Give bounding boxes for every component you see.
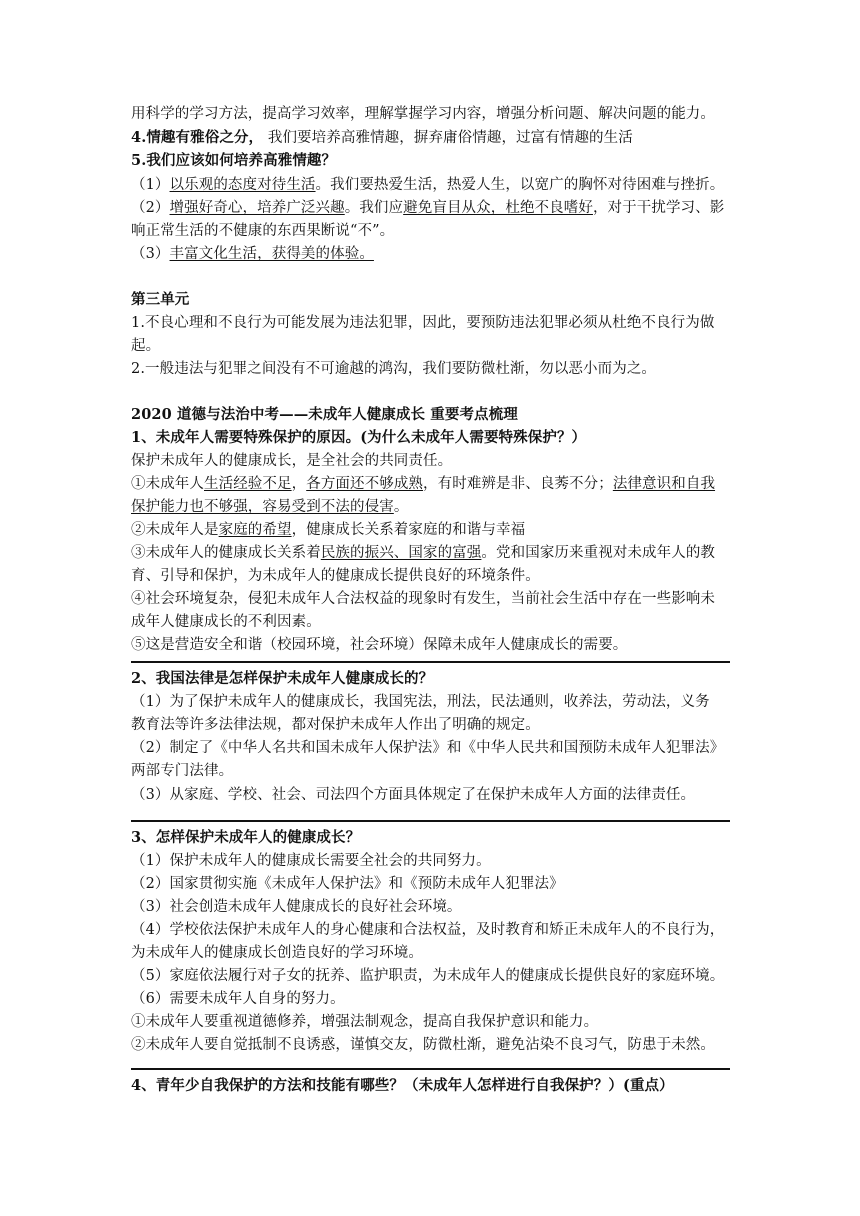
answer-line: （6）需要未成年人自身的努力。 — [131, 991, 345, 1007]
answer-line: 教育法等许多法律法规，都对保护未成年人作出了明确的规定。 — [131, 717, 540, 733]
answer-line: （3）丰富文化生活，获得美的体验。 — [131, 246, 374, 262]
answer-line: 保护能力也不够强，容易受到不法的侵害。 — [131, 499, 409, 515]
answer-line: （4）学校依法保护未成年人的身心健康和合法权益，及时教育和矫正未成年人的不良行为， — [131, 922, 725, 938]
answer-line: ④社会环境复杂，侵犯未成年人合法权益的现象时有发生，当前社会生活中存在一些影响未 — [131, 591, 715, 607]
answer-line: 响正常生活的不健康的东西果断说“不”。 — [131, 223, 395, 239]
paragraph-line: 4.情趣有雅俗之分， 我们要培养高雅情趣，摒弃庸俗情趣，过富有情趣的生活 — [131, 129, 633, 146]
answer-line: ⑤这是营造安全和谐（校园环境，社会环境）保障未成年人健康成长的需要。 — [131, 637, 628, 653]
answer-line: 两部专门法律。 — [131, 763, 234, 779]
answer-line: （2）增强好奇心，培养广泛兴趣。我们应避免盲目从众，杜绝不良嗜好，对于干扰学习、影 — [131, 200, 725, 216]
section-divider — [131, 820, 730, 822]
paragraph-line: 保护未成年人的健康成长，是全社会的共同责任。 — [131, 453, 453, 469]
answer-line: （2）制定了《中华人名共和国未成年人保护法》和《中华人民共和国预防未成年人犯罪法》 — [131, 740, 725, 756]
answer-line: （1）为了保护未成年人的健康成长，我国宪法，刑法，民法通则，收养法，劳动法，义务 — [131, 694, 710, 710]
question-heading: 4、青年少自我保护的方法和技能有哪些？（未成年人怎样进行自我保护？）(重点） — [131, 1077, 674, 1094]
paragraph-line: 1.不良心理和不良行为可能发展为违法犯罪，因此，要预防违法犯罪必须从杜绝不良行为做 — [131, 315, 715, 331]
paragraph-line: 2.一般违法与犯罪之间没有不可逾越的鸿沟，我们要防微杜渐，勿以恶小而为之。 — [131, 361, 657, 377]
answer-line: 育、引导和保护，为未成年人的健康成长提供良好的环境条件。 — [131, 568, 540, 584]
answer-line: ②未成年人要自觉抵制不良诱惑，谨慎交友，防微杜渐，避免沾染不良习气，防患于未然。 — [131, 1037, 715, 1053]
answer-line: （5）家庭依法履行对子女的抚养、监护职责，为未成年人的健康成长提供良好的家庭环境。 — [131, 968, 725, 984]
section-divider — [131, 1068, 730, 1070]
question-heading: 2、我国法律是怎样保护未成年人健康成长的？ — [131, 670, 434, 687]
answer-line: （2）国家贯彻实施《未成年人保护法》和《预防未成年人犯罪法》 — [131, 876, 564, 892]
answer-line: 成年人健康成长的不利因素。 — [131, 614, 321, 630]
answer-line: （3）从家庭、学校、社会、司法四个方面具体规定了在保护未成年人方面的法律责任。 — [131, 787, 696, 803]
answer-line: 为未成年人的健康成长创造良好的学习环境。 — [131, 945, 423, 961]
document-title: 2020 道德与法治中考——未成年人健康成长 重要考点梳理 — [131, 406, 518, 423]
question-heading: 1、未成年人需要特殊保护的原因。(为什么未成年人需要特殊保护？） — [131, 429, 587, 446]
answer-line: （1）保护未成年人的健康成长需要全社会的共同努力。 — [131, 853, 491, 869]
bold-lead: 4.情趣有雅俗之分， — [131, 129, 264, 146]
answer-line: ③未成年人的健康成长关系着民族的振兴、国家的富强。党和国家历来重视对未成年人的教 — [131, 545, 716, 561]
section-divider — [131, 661, 730, 663]
question-heading: 5.我们应该如何培养高雅情趣？ — [131, 152, 337, 169]
paragraph-line: 用科学的学习方法，提高学习效率，理解掌握学习内容，增强分析问题、解决问题的能力。 — [131, 106, 715, 122]
answer-line: （3）社会创造未成年人健康成长的良好社会环境。 — [131, 899, 462, 915]
answer-line: ①未成年人要重视道德修养，增强法制观念，提高自我保护意识和能力。 — [131, 1014, 599, 1030]
section-title: 第三单元 — [131, 291, 190, 308]
answer-line: （1）以乐观的态度对待生活。我们要热爱生活，热爱人生，以宽广的胸怀对待困难与挫折。 — [131, 177, 725, 193]
question-heading: 3、怎样保护未成年人的健康成长？ — [131, 829, 361, 846]
answer-line: ②未成年人是家庭的希望，健康成长关系着家庭的和谐与幸福 — [131, 522, 526, 538]
answer-line: ①未成年人生活经验不足，各方面还不够成熟，有时难辨是非、良莠不分；法律意识和自我 — [131, 476, 716, 492]
paragraph-line: 起。 — [131, 338, 161, 354]
